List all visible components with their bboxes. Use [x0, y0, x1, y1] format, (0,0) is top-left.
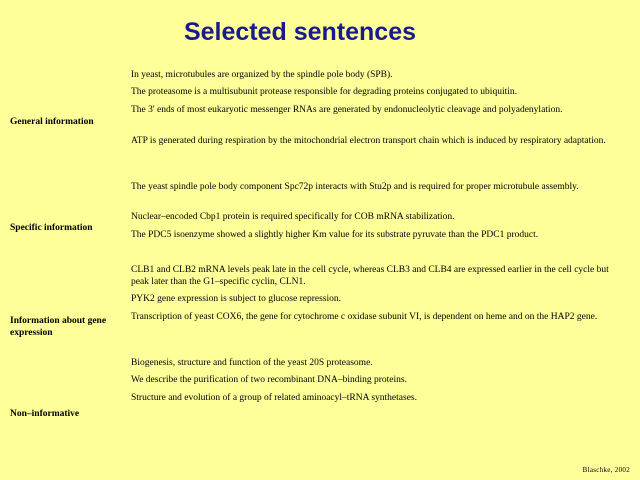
sentence: The yeast spindle pole body component Spc72p interacts with Stu2p and is required for proper microtubule assembly.: [131, 182, 579, 192]
sentence: PYK2 gene expression is subject to glucose repression.: [131, 294, 342, 304]
credit-text: Blaschke, 2002: [582, 466, 630, 474]
sentence: In yeast, microtubules are organized by the spindle pole body (SPB).: [131, 70, 393, 80]
sentence: Transcription of yeast COX6, the gene for cytochrome c oxidase subunit VI, is dependent on heme and on the HAP2 gene.: [131, 312, 598, 322]
category-general-information: General information: [10, 117, 94, 127]
category-gene-expression: Information about gene expression: [10, 316, 107, 338]
sentence: Nuclear–encoded Cbp1 protein is required specifically for COB mRNA stabilization.: [131, 212, 455, 222]
category-non-informative: Non–informative: [10, 409, 80, 419]
sentence: The 3' ends of most eukaryotic messenger RNAs are generated by endonucleolytic cleavage and polyadenylation.: [131, 105, 563, 115]
sentence: The PDC5 isoenzyme showed a slightly higher Km value for its substrate pyruvate than the PDC1 product.: [131, 230, 539, 240]
sentence: CLB1 and CLB2 mRNA levels peak late in the cell cycle, whereas CLB3 and CLB4 are expressed earlier in the cell cycle but peak later than the G1–specific cyclin, CLN1.: [131, 265, 609, 287]
sentence: We describe the purification of two recombinant DNA–binding proteins.: [131, 375, 407, 385]
sentence: Biogenesis, structure and function of the yeast 20S proteasome.: [131, 358, 373, 368]
sentence: Structure and evolution of a group of related aminoacyl–tRNA synthetases.: [131, 393, 417, 403]
category-specific-information: Specific information: [10, 223, 93, 233]
page-title: Selected sentences: [183, 18, 417, 46]
sentence: ATP is generated during respiration by the mitochondrial electron transport chain which is induced by respiratory adaptation.: [131, 136, 606, 146]
sentence: The proteasome is a multisubunit protease responsible for degrading proteins conjugated to ubiquitin.: [131, 87, 517, 97]
